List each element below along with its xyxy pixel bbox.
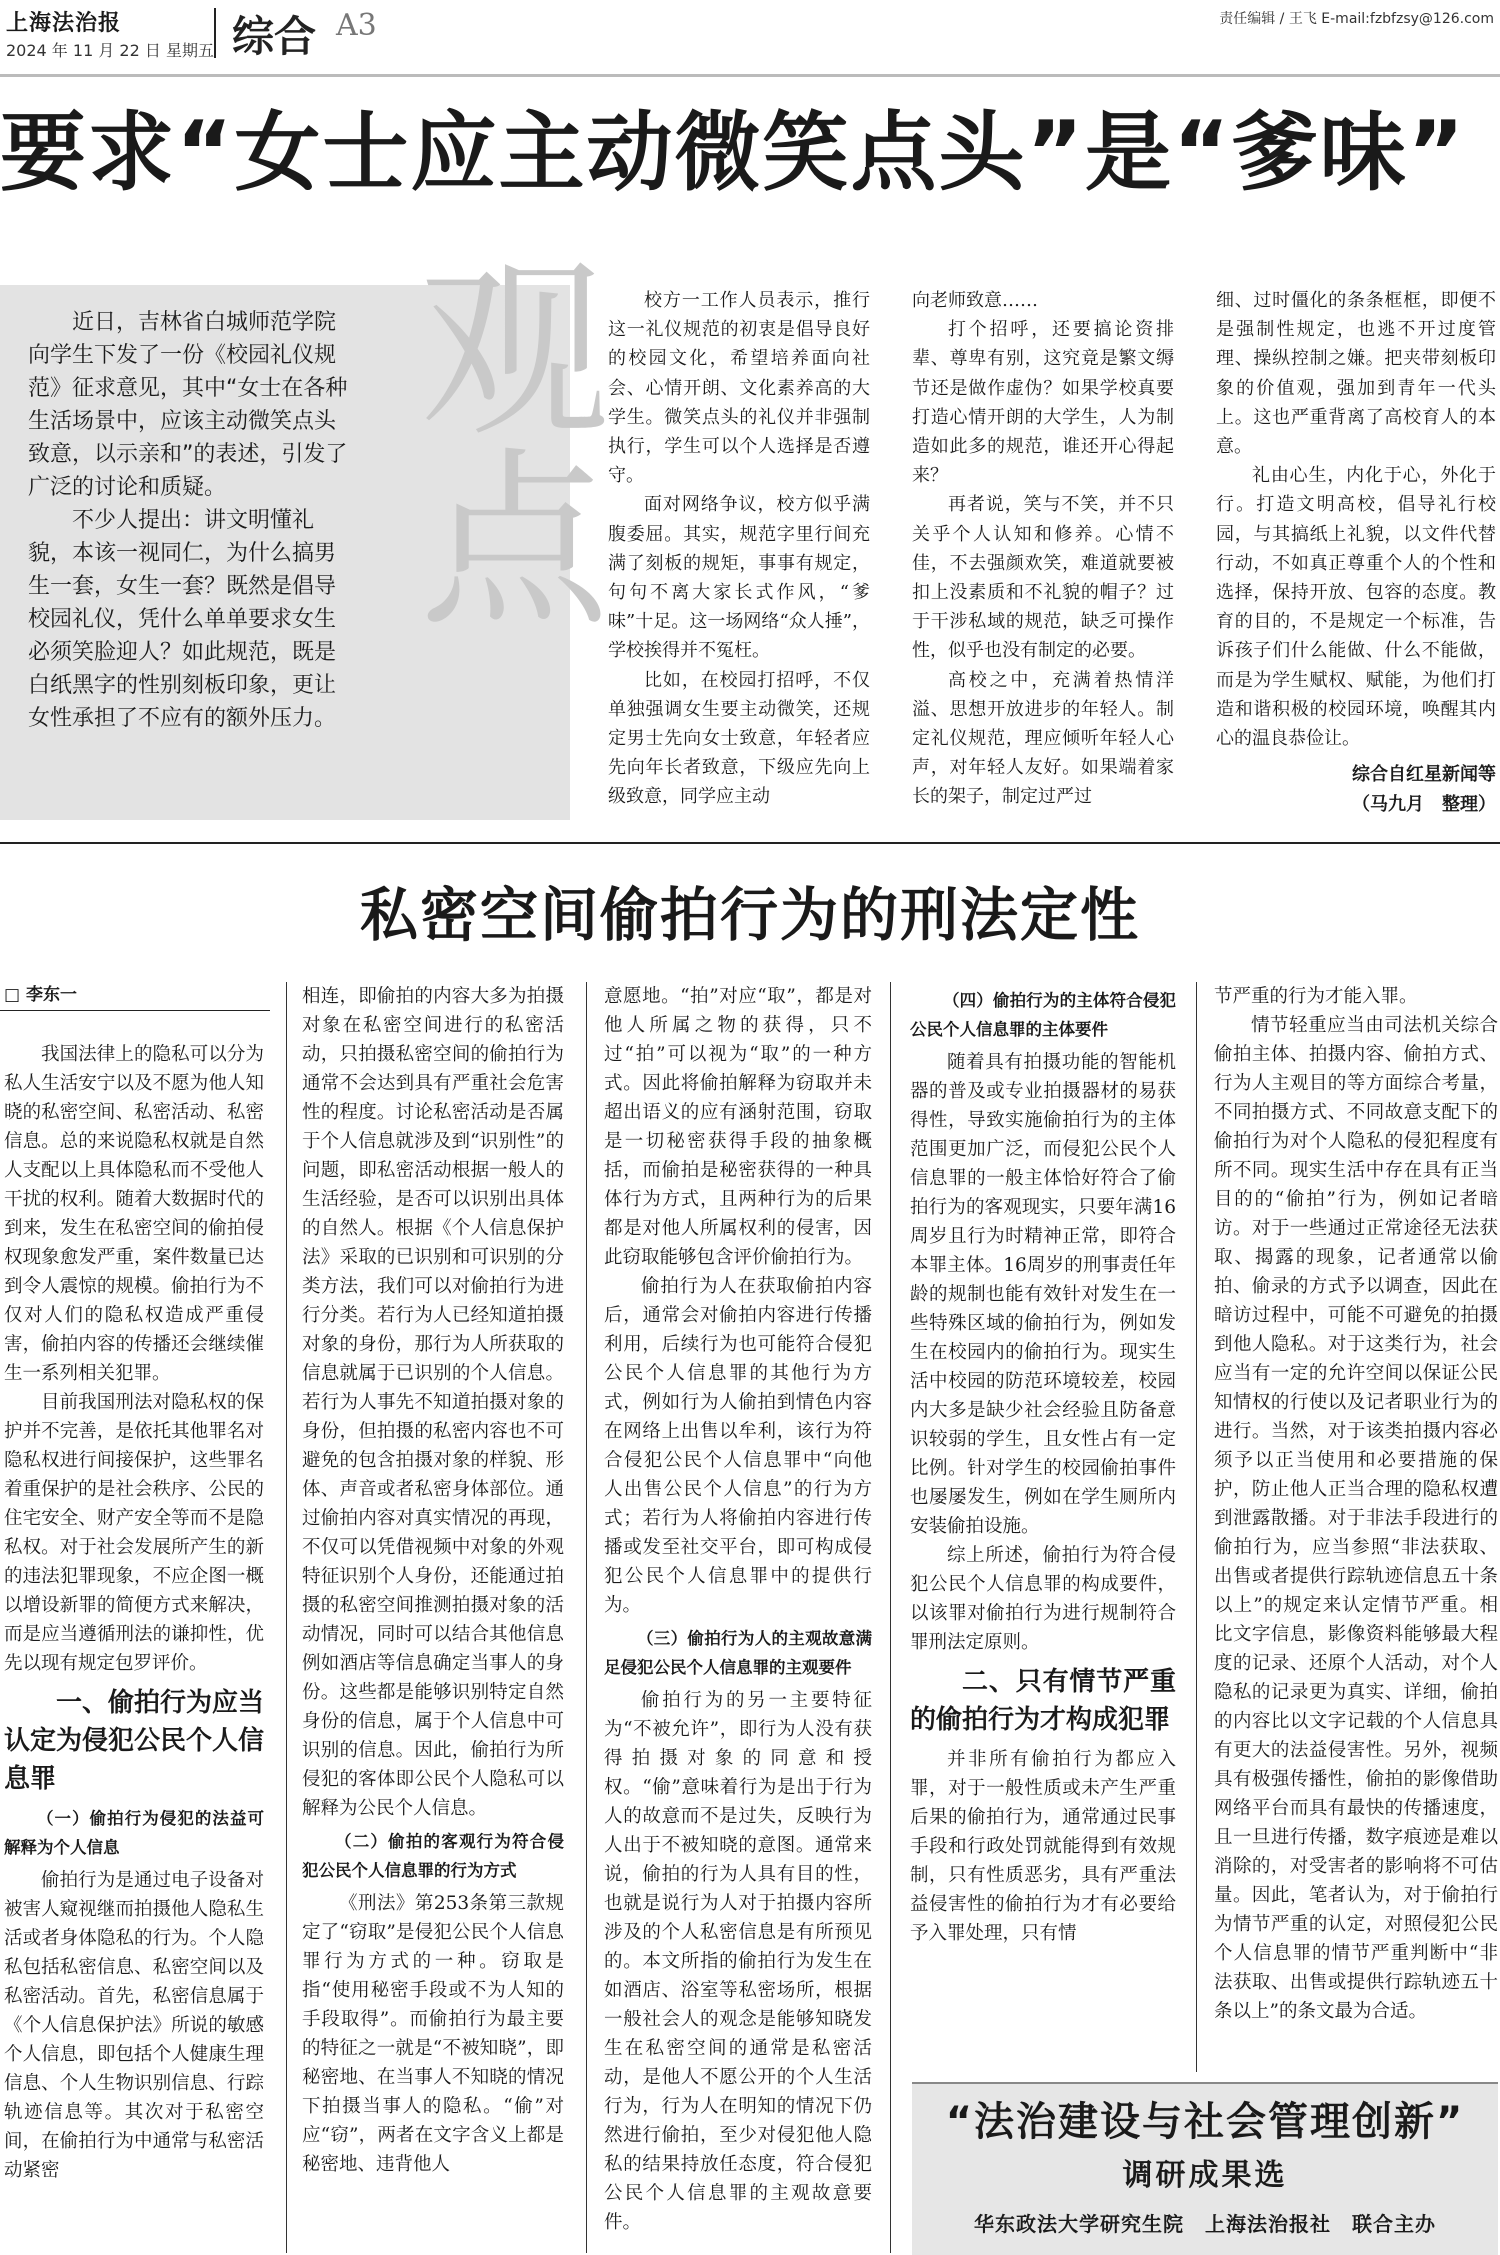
headline-1: 要求“女士应主动微笑点头”是“爹味”: [0, 103, 1467, 203]
lead-paragraph: 不少人提出：讲文明懂礼貌，本该一视同仁，为什么搞男生一套，女生一套？既然是倡导校园礼仪，凭什么单单要求女生必须笑脸迎人？如此规范，既是白纸黑字的性别刻板印象，更让女性承担了不应有的额外压力。: [28, 508, 337, 731]
headline-2: 私密空间偷拍行为的刑法定性: [359, 881, 1140, 949]
paragraph: 并非所有偷拍行为都应入罪，对于一般性质或未产生严重后果的偷拍行为，通常通过民事手段和行政处罚就能得到有效规制，只有性质恶劣，具有严重法益侵害性的偷拍行为才有必要给予入罪处理，只有情: [910, 1749, 1176, 1944]
column-mark-watermark: 观点: [388, 250, 609, 630]
masthead: 上海法治报: [6, 10, 122, 36]
article2-column-1: [4, 1040, 264, 2185]
banner-subtitle: 调研成果选: [1122, 2158, 1288, 2193]
paragraph: 节严重的行为才能入罪。: [1214, 986, 1418, 1007]
paragraph: 综上所述，偷拍行为符合侵犯公民个人信息罪的构成要件，以该罪对偷拍行为进行规制符合罪刑法定原则。: [910, 1545, 1176, 1653]
page-number: A3: [336, 8, 377, 43]
source-credit: 综合自红星新闻等: [1352, 764, 1496, 785]
byline-rule: [0, 1010, 270, 1011]
header-rule: [0, 74, 1500, 77]
paragraph: 打个招呼，还要搞论资排辈、尊卑有别，这究竟是繁文缛节还是做作虚伪？如果学校真要打造心情开朗的大学生，人为制造如此多的规范，谁还开心得起来？: [912, 319, 1174, 487]
paragraph: 相连，即偷拍的内容大多为拍摄对象在私密空间进行的私密活动，只拍摄私密空间的偷拍行为通常不会达到具有严重社会危害性的程度。讨论私密活动是否属于个人信息就涉及到“识别性”的问题，即私密活动根据一般人的生活经验，是否可以识别出具体的自然人。根据《个人信息保护法》采取的已识别和可识别的分类方法，我们可以对偷拍行为进行分类。若行为人已经知道拍摄对象的身份，那行为人所获取的信息就属于已识别的个人信息。若行为人事先不知道拍摄对象的身份，但拍摄的私密内容也不可避免的包含拍摄对象的样貌、形体、声音或者私密身体部位。通过偷拍内容对真实情况的再现，不仅可以凭借视频中对象的外观特征识别个人身份，还能通过拍摄的私密空间推测拍摄对象的活动情况，同时可以结合其他信息例如酒店等信息确定当事人的身份。这些都是能够识别特定自然身份的信息，属于个人信息中可识别的信息。因此，偷拍行为所侵犯的客体即公民个人隐私可以解释为公民个人信息。: [302, 986, 564, 1819]
paragraph: 偷拍行为人在获取偷拍内容后，通常会对偷拍内容进行传播利用，后续行为也可能符合侵犯公民个人信息罪的其他行为方式，例如行为人偷拍到情色内容在网络上出售以牟利，该行为符合侵犯公民个人信息罪中“向他人出售公民个人信息”的行为方式；若行为人将偷拍内容进行传播或发至社交平台，即可构成侵犯公民个人信息罪中的提供行为。: [604, 1276, 872, 1616]
section-heading: 二、只有情节严重的偷拍行为才构成犯罪: [910, 1667, 1176, 1735]
dateline: 2024 年 11 月 22 日 星期五: [6, 41, 214, 60]
paragraph: 校方一工作人员表示，推行这一礼仪规范的初衷是倡导良好的校园文化，希望培养面向社会、心情开朗、文化素养高的大学生。微笑点头的礼仪并非强制执行，学生可以个人选择是否遵守。: [608, 290, 870, 487]
editor-credit: 责任编辑 / 王飞 E-mail:fzbfzsy@126.com: [1219, 11, 1494, 27]
paragraph: 再者说，笑与不笑，并不只关乎个人认知和修养。心情不佳，不去强颜欢笑，难道就要被扣上没素质和不礼貌的帽子？过于干涉私域的规范，缺乏可操作性，似乎也没有制定的必要。: [912, 494, 1174, 662]
paragraph: 我国法律上的隐私可以分为私人生活安宁以及不愿为他人知晓的私密空间、私密活动、私密信息。总的来说隐私权就是自然人支配以上具体隐私而不受他人干扰的权利。随着大数据时代的到来，发生在私密空间的偷拍侵权现象愈发严重，案件数量已达到令人震惊的规模。偷拍行为不仅对人们的隐私权造成严重侵害，偷拍内容的传播还会继续催生一系列相关犯罪。: [4, 1044, 264, 1384]
column-divider: [1196, 982, 1197, 2072]
column-divider: [286, 982, 287, 2253]
editor-credit-1: （马九月 整理）: [1352, 794, 1496, 815]
paragraph: 情节轻重应当由司法机关综合偷拍主体、拍摄内容、偷拍方式、行为人主观目的等方面综合考量，不同拍摄方式、不同故意支配下的偷拍行为对个人隐私的侵犯程度有所不同。现实生活中存在具有正当目的的“偷拍”行为，例如记者暗访。对于一些通过正常途径无法获取、揭露的现象，记者通常以偷拍、偷录的方式予以调查，因此在暗访过程中，可能不可避免的拍摄到他人隐私。对于这类行为，社会应当有一定的允许空间以保证公民知情权的行使以及记者职业行为的进行。当然，对于该类拍摄内容必须予以正当使用和必要措施的保护，防止他人正当合理的隐私权遭到泄露散播。对于非法手段进行的偷拍行为，应当参照“非法获取、出售或者提供行踪轨迹信息五十条以上”的规定来认定情节严重。相比文字信息，影像资料能够最大程度的记录、还原个人活动，对个人隐私的记录更为真实、详细，偷拍的内容比以文字记载的个人信息具有更大的法益侵害性。另外，视频具有极强传播性，偷拍的影像借助网络平台而具有最快的传播速度，且一旦进行传播，数字痕迹是难以消除的，对受害者的影响将不可估量。因此，笔者认为，对于偷拍行为情节严重的认定，对照侵犯公民个人信息罪的情节严重判断中“非法获取、出售或提供行踪轨迹五十条以上”的条文最为合适。: [1214, 1015, 1498, 2022]
article2-column-2: [302, 982, 564, 2179]
section-rule: [0, 842, 1500, 844]
header-divider: [214, 8, 216, 58]
subsection-heading: （三）偷拍行为人的主观故意满足侵犯公民个人信息罪的主观要件: [604, 1629, 872, 1677]
paragraph: 随着具有拍摄功能的智能机器的普及或专业拍摄器材的易获得性，导致实施偷拍行为的主体范围更加广泛，而侵犯公民个人信息罪的一般主体恰好符合了偷拍行为的客观现实，只要年满16周岁且行为时精神正常，即符合本罪主体。16周岁的刑事责任年龄的规制也能有效针对发生在一些特殊区域的偷拍行为，例如发生在校园内的偷拍行为。现实生活中校园的防范环境较差，校园内大多是缺少社会经验且防备意识较弱的学生，且女性占有一定比例。针对学生的校园偷拍事件也屡屡发生，例如在学生厕所内安装偷拍设施。: [910, 1052, 1176, 1537]
article1-column-1: [608, 286, 870, 812]
article1-column-3: [1216, 286, 1496, 753]
paragraph: 偷拍行为是通过电子设备对被害人窥视继而拍摄他人隐私生活或者身体隐私的行为。个人隐私包括私密信息、私密空间以及私密活动。首先，私密信息属于《个人信息保护法》所说的敏感个人信息，即包括个人健康生理信息、个人生物识别信息、行踪轨迹信息等。其次对于私密空间，在偷拍行为中通常与私密活动紧密: [4, 1870, 264, 2181]
paragraph: 偷拍行为的另一主要特征为“不被允许”，即行为人没有获得拍摄对象的同意和授权。“偷”意味着行为是出于行为人的故意而不是过失，反映行为人出于不被知晓的意图。通常来说，偷拍的行为人具有目的性，也就是说行为人对于拍摄内容所涉及的个人私密信息是有所预见的。本文所指的偷拍行为发生在如酒店、浴室等私密场所，根据一般社会人的观念是能够知晓发生在私密空间的通常是私密活动，是他人不愿公开的个人生活行为，行为人在明知的情况下仍然进行偷拍，至少对侵犯他人隐私的结果持放任态度，符合侵犯公民个人信息罪的主观故意要件。: [604, 1690, 872, 2233]
paragraph: 向老师致意……: [912, 290, 1038, 311]
lead-paragraph: 近日，吉林省白城师范学院向学生下发了一份《校园礼仪规范》征求意见，其中“女士在各种生活场景中，应该主动微笑点头致意，以示亲和”的表述，引发了广泛的讨论和质疑。: [28, 310, 348, 500]
article2-column-3: [604, 982, 872, 2237]
paragraph: 细、过时僵化的条条框框，即便不是强制性规定，也逃不开过度管理、操纵控制之嫌。把夹带刻板印象的价值观，强加到青年一代头上。这也严重背离了高校育人的本意。: [1216, 290, 1496, 458]
subsection-heading: （四）偷拍行为的主体符合侵犯公民个人信息罪的主体要件: [910, 991, 1176, 1039]
banner-sponsors: 华东政法大学研究生院 上海法治报社 联合主办: [974, 2212, 1436, 2236]
banner-title: “法治建设与社会管理创新”: [945, 2099, 1465, 2145]
paragraph: 高校之中，充满着热情洋溢、思想开放进步的年轻人。制定礼仪规范，理应倾听年轻人心声，对年轻人友好。如果端着家长的架子，制定过严过: [912, 669, 1174, 808]
author-byline: □ 李东一: [4, 985, 77, 1005]
column-divider: [890, 982, 891, 2253]
section-name: 综合: [232, 12, 317, 61]
lead-text: [28, 306, 348, 735]
subsection-heading: （一）偷拍行为侵犯的法益可解释为个人信息: [4, 1809, 264, 1857]
paragraph: 《刑法》第253条第三款规定了“窃取”是侵犯公民个人信息罪行为方式的一种。窃取是指“使用秘密手段或不为人知的手段取得”。而偷拍行为最主要的特征之一就是“不被知晓”，即秘密地、在当事人不知晓的情况下拍摄当事人的隐私。“偷”对应“窃”，两者在文字含义上都是秘密地、违背他人: [302, 1893, 564, 2175]
paragraph: 礼由心生，内化于心，外化于行。打造文明高校，倡导礼行校园，与其搞纸上礼貌，以文件代替行动，不如真正尊重个人的个性和选择，保持开放、包容的态度。教育的目的，不是规定一个标准，告诉孩子们什么能做、什么不能做，而是为学生赋权、赋能，为他们打造和谐积极的校园环境，唤醒其内心的温良恭俭让。: [1216, 465, 1496, 750]
paragraph: 意愿地。“拍”对应“取”，都是对他人所属之物的获得，只不过“拍”可以视为“取”的一种方式。因此将偷拍解释为窃取并未超出语义的应有涵射范围，窃取是一切秘密获得手段的抽象概括，而偷拍是秘密获得的一种具体行为方式，且两种行为的后果都是对他人所属权利的侵害，因此窃取能够包含评价偷拍行为。: [604, 986, 872, 1268]
article2-column-5: [1214, 982, 1498, 2026]
subsection-heading: （二）偷拍的客观行为符合侵犯公民个人信息罪的行为方式: [302, 1832, 564, 1880]
article2-column-4: [910, 982, 1176, 1948]
paragraph: 比如，在校园打招呼，不仅单独强调女生要主动微笑，还规定男士先向女士致意，年轻者应先向年长者致意，下级应先向上级致意，同学应主动: [608, 669, 870, 808]
paragraph: 面对网络争议，校方似乎满腹委屈。其实，规范字里行间充满了刻板的规矩，事事有规定，句句不离大家长式作风，“爹味”十足。这一场网络“众人捶”，学校挨得并不冤枉。: [608, 494, 870, 662]
column-divider: [586, 982, 587, 2253]
paragraph: 目前我国刑法对隐私权的保护并不完善，是依托其他罪名对隐私权进行间接保护，这些罪名着重保护的是社会秩序、公民的住宅安全、财产安全等而不是隐私权。对于社会发展所产生的新的违法犯罪现象，不应企图一概以增设新罪的简便方式来解决，而是应当遵循刑法的谦抑性，优先以现有规定包罗评价。: [4, 1392, 264, 1674]
section-heading: 一、偷拍行为应当认定为侵犯公民个人信息罪: [4, 1688, 265, 1794]
article1-column-2: [912, 286, 1174, 812]
